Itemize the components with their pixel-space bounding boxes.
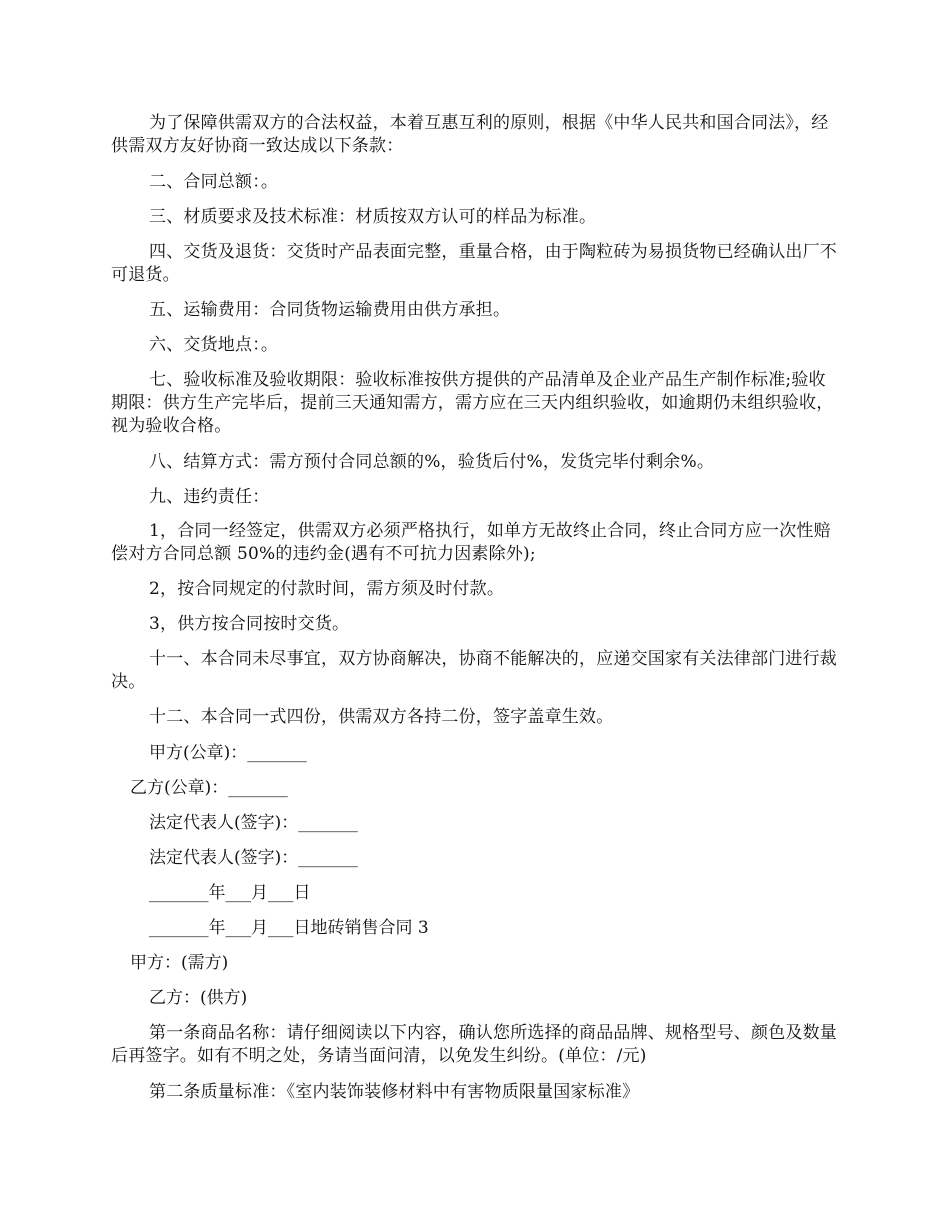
- paragraph-liability-1: 1，合同一经签定，供需双方必须严格执行，如单方无故终止合同，终止合同方应一次性赔偿对方合同总额 50%的违约金(遇有不可抗力因素除外);: [111, 521, 831, 564]
- paragraph-liability-heading: 九、违约责任：: [149, 487, 270, 507]
- article-1-product-name: 第一条商品名称：请仔细阅读以下内容，确认您所选择的商品品牌、规格型号、颜色及数量后再签字。如有不明之处，务请当面问清，以免发生纠纷。(单位：/元): [111, 1023, 837, 1066]
- paragraph-contract-total: 二、合同总额：。: [149, 172, 279, 192]
- legal-rep-signature-line-1: 法定代表人(签字)：_______: [149, 813, 358, 833]
- paragraph-delivery-return: 四、交货及退货：交货时产品表面完整，重量合格，由于陶粒砖为易损货物已经确认出厂不可退货。: [111, 242, 837, 285]
- paragraph-delivery-location: 六、交货地点：。: [149, 335, 279, 355]
- paragraph-settlement: 八、结算方式：需方预付合同总额的%，验货后付%，发货完毕付剩余%。: [149, 452, 715, 472]
- paragraph-material-standard: 三、材质要求及技术标准：材质按双方认可的样品为标准。: [149, 207, 597, 227]
- date-line: _______年___月___日: [149, 883, 311, 903]
- article-2-quality-standard: 第二条质量标准：《室内装饰装修材料中有害物质限量国家标准》: [149, 1082, 640, 1102]
- paragraph-liability-3: 3，供方按合同按时交货。: [149, 614, 350, 634]
- party-b-supplier-line: 乙方：(供方): [149, 988, 248, 1008]
- paragraph-copies: 十二、本合同一式四份，供需双方各持二份，签字盖章生效。: [149, 707, 614, 727]
- party-b-seal-line: 乙方(公章)：_______: [130, 778, 288, 798]
- date-title-line: _______年___月___日地砖销售合同 3: [149, 918, 429, 938]
- legal-rep-signature-line-2: 法定代表人(签字)：_______: [149, 848, 358, 868]
- paragraph-liability-2: 2，按合同规定的付款时间，需方须及时付款。: [149, 579, 505, 599]
- party-a-seal-line: 甲方(公章)：_______: [149, 743, 307, 763]
- paragraph-preamble: 为了保障供需双方的合法权益，本着互惠互利的原则，根据《中华人民共和国合同法》，经供需双方友好协商一致达成以下条款：: [111, 113, 829, 156]
- paragraph-shipping-cost: 五、运输费用：合同货物运输费用由供方承担。: [149, 300, 511, 320]
- party-a-buyer-line: 甲方：(需方): [130, 953, 229, 973]
- paragraph-acceptance: 七、验收标准及验收期限：验收标准按供方提供的产品清单及企业产品生产制作标准;验收期限：供方生产完毕后，提前三天通知需方，需方应在三天内组织验收，如逾期仍未组织验收，视为验收合格。: [111, 370, 834, 436]
- paragraph-disputes: 十一、本合同未尽事宜，双方协商解决，协商不能解决的，应递交国家有关法律部门进行裁决。: [111, 649, 837, 692]
